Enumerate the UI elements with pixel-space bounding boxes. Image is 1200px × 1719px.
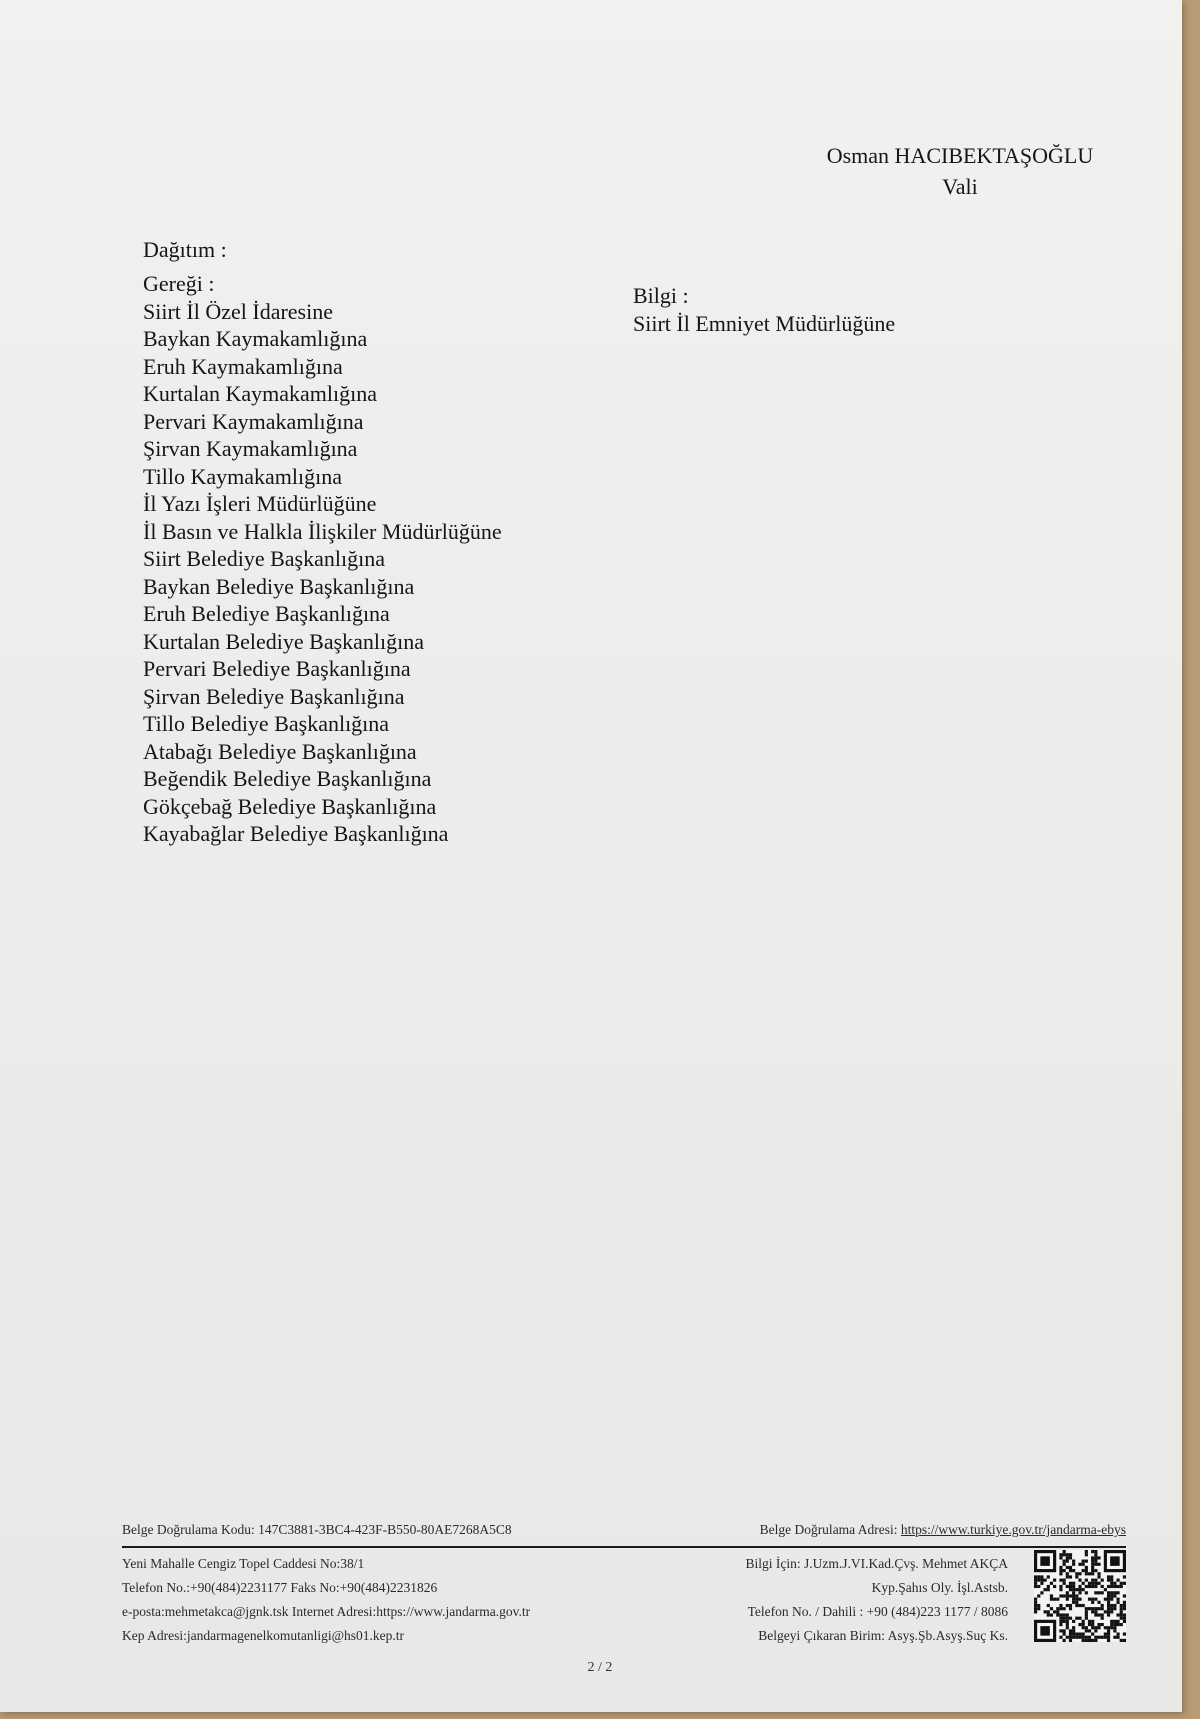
signer-title: Vali bbox=[942, 174, 978, 199]
footer-divider bbox=[122, 1546, 1126, 1548]
action-label: Gereği : bbox=[143, 271, 215, 296]
recipient-item: Siirt Belediye Başkanlığına bbox=[143, 546, 385, 571]
email-line: e-posta:mehmetakca@jgnk.tsk Internet Adresi:https://www.jandarma.gov.tr bbox=[122, 1604, 531, 1619]
recipient-item: Siirt İl Emniyet Müdürlüğüne bbox=[633, 310, 896, 336]
verification-address bbox=[760, 1522, 1126, 1538]
recipient-item: Kurtalan Belediye Başkanlığına bbox=[143, 628, 425, 654]
page-number: 2 / 2 bbox=[587, 1660, 613, 1675]
recipient-item: Beğendik Belediye Başkanlığına bbox=[143, 766, 432, 791]
recipient-item: Baykan Kaymakamlığına bbox=[143, 326, 368, 351]
address-line: Yeni Mahalle Cengiz Topel Caddesi No:38/1 bbox=[122, 1556, 365, 1571]
contact-line: Kyp.Şahıs Oly. İşl.Astsb. bbox=[871, 1580, 1008, 1595]
recipient-item: Şirvan Kaymakamlığına bbox=[143, 436, 358, 461]
recipient-item: Atabağı Belediye Başkanlığına bbox=[143, 738, 417, 764]
recipient-item: Pervari Belediye Başkanlığına bbox=[143, 656, 411, 681]
contact-line: Bilgi İçin: J.Uzm.J.VI.Kad.Çvş. Mehmet AKÇA bbox=[745, 1556, 1008, 1571]
verification-url-link[interactable]: https://www.turkiye.gov.tr/jandarma-ebys bbox=[900, 1522, 1126, 1537]
recipient-item: Gökçebağ Belediye Başkanlığına bbox=[143, 793, 437, 819]
recipient-item: Şirvan Belediye Başkanlığına bbox=[143, 683, 405, 709]
phone-line: Telefon No.:+90(484)2231177 Faks No:+90(484)2231826 bbox=[122, 1580, 438, 1595]
recipient-item: Kayabağlar Belediye Başkanlığına bbox=[143, 821, 449, 846]
recipient-item: İl Yazı İşleri Müdürlüğüne bbox=[143, 491, 377, 516]
recipient-item: Tillo Belediye Başkanlığına bbox=[143, 711, 390, 736]
recipient-item: İl Basın ve Halkla İlişkiler Müdürlüğüne bbox=[143, 518, 502, 544]
distribution-title: Dağıtım : bbox=[143, 237, 227, 262]
signature-block bbox=[810, 140, 1110, 202]
kep-line: Kep Adresi:jandarmagenelkomutanligi@hs01.kep.tr bbox=[122, 1628, 404, 1643]
recipient-item: Kurtalan Kaymakamlığına bbox=[143, 381, 377, 406]
recipient-item: Pervari Kaymakamlığına bbox=[143, 408, 364, 434]
recipient-item: Baykan Belediye Başkanlığına bbox=[143, 573, 415, 599]
info-recipients-list bbox=[633, 282, 895, 337]
recipient-item: Eruh Belediye Başkanlığına bbox=[143, 601, 390, 626]
recipient-item: Tillo Kaymakamlığına bbox=[143, 463, 343, 489]
signer-name: Osman HACIBEKTAŞOĞLU bbox=[826, 143, 1094, 168]
recipient-item: Eruh Kaymakamlığına bbox=[143, 353, 343, 379]
contact-line: Telefon No. / Dahili : +90 (484)223 1177 / 8086 bbox=[747, 1604, 1008, 1619]
recipient-item: Siirt İl Özel İdaresine bbox=[143, 298, 333, 324]
action-recipients-list bbox=[143, 270, 502, 848]
info-label: Bilgi : bbox=[633, 283, 689, 308]
verification-url-label: Belge Doğrulama Adresi: bbox=[759, 1522, 898, 1537]
contact-line: Belgeyi Çıkaran Birim: Asyş.Şb.Asyş.Suç Ks. bbox=[758, 1628, 1008, 1643]
qr-code-icon bbox=[1034, 1550, 1126, 1642]
document-footer bbox=[122, 1522, 1126, 1643]
contact-block bbox=[746, 1552, 1009, 1648]
verification-code-value: 147C3881-3BC4-423F-B550-80AE7268A5C8 bbox=[258, 1522, 512, 1537]
verification-code bbox=[122, 1522, 512, 1538]
verification-code-label: Belge Doğrulama Kodu: bbox=[122, 1522, 255, 1537]
address-block bbox=[122, 1552, 530, 1648]
verification-row bbox=[122, 1522, 1126, 1544]
